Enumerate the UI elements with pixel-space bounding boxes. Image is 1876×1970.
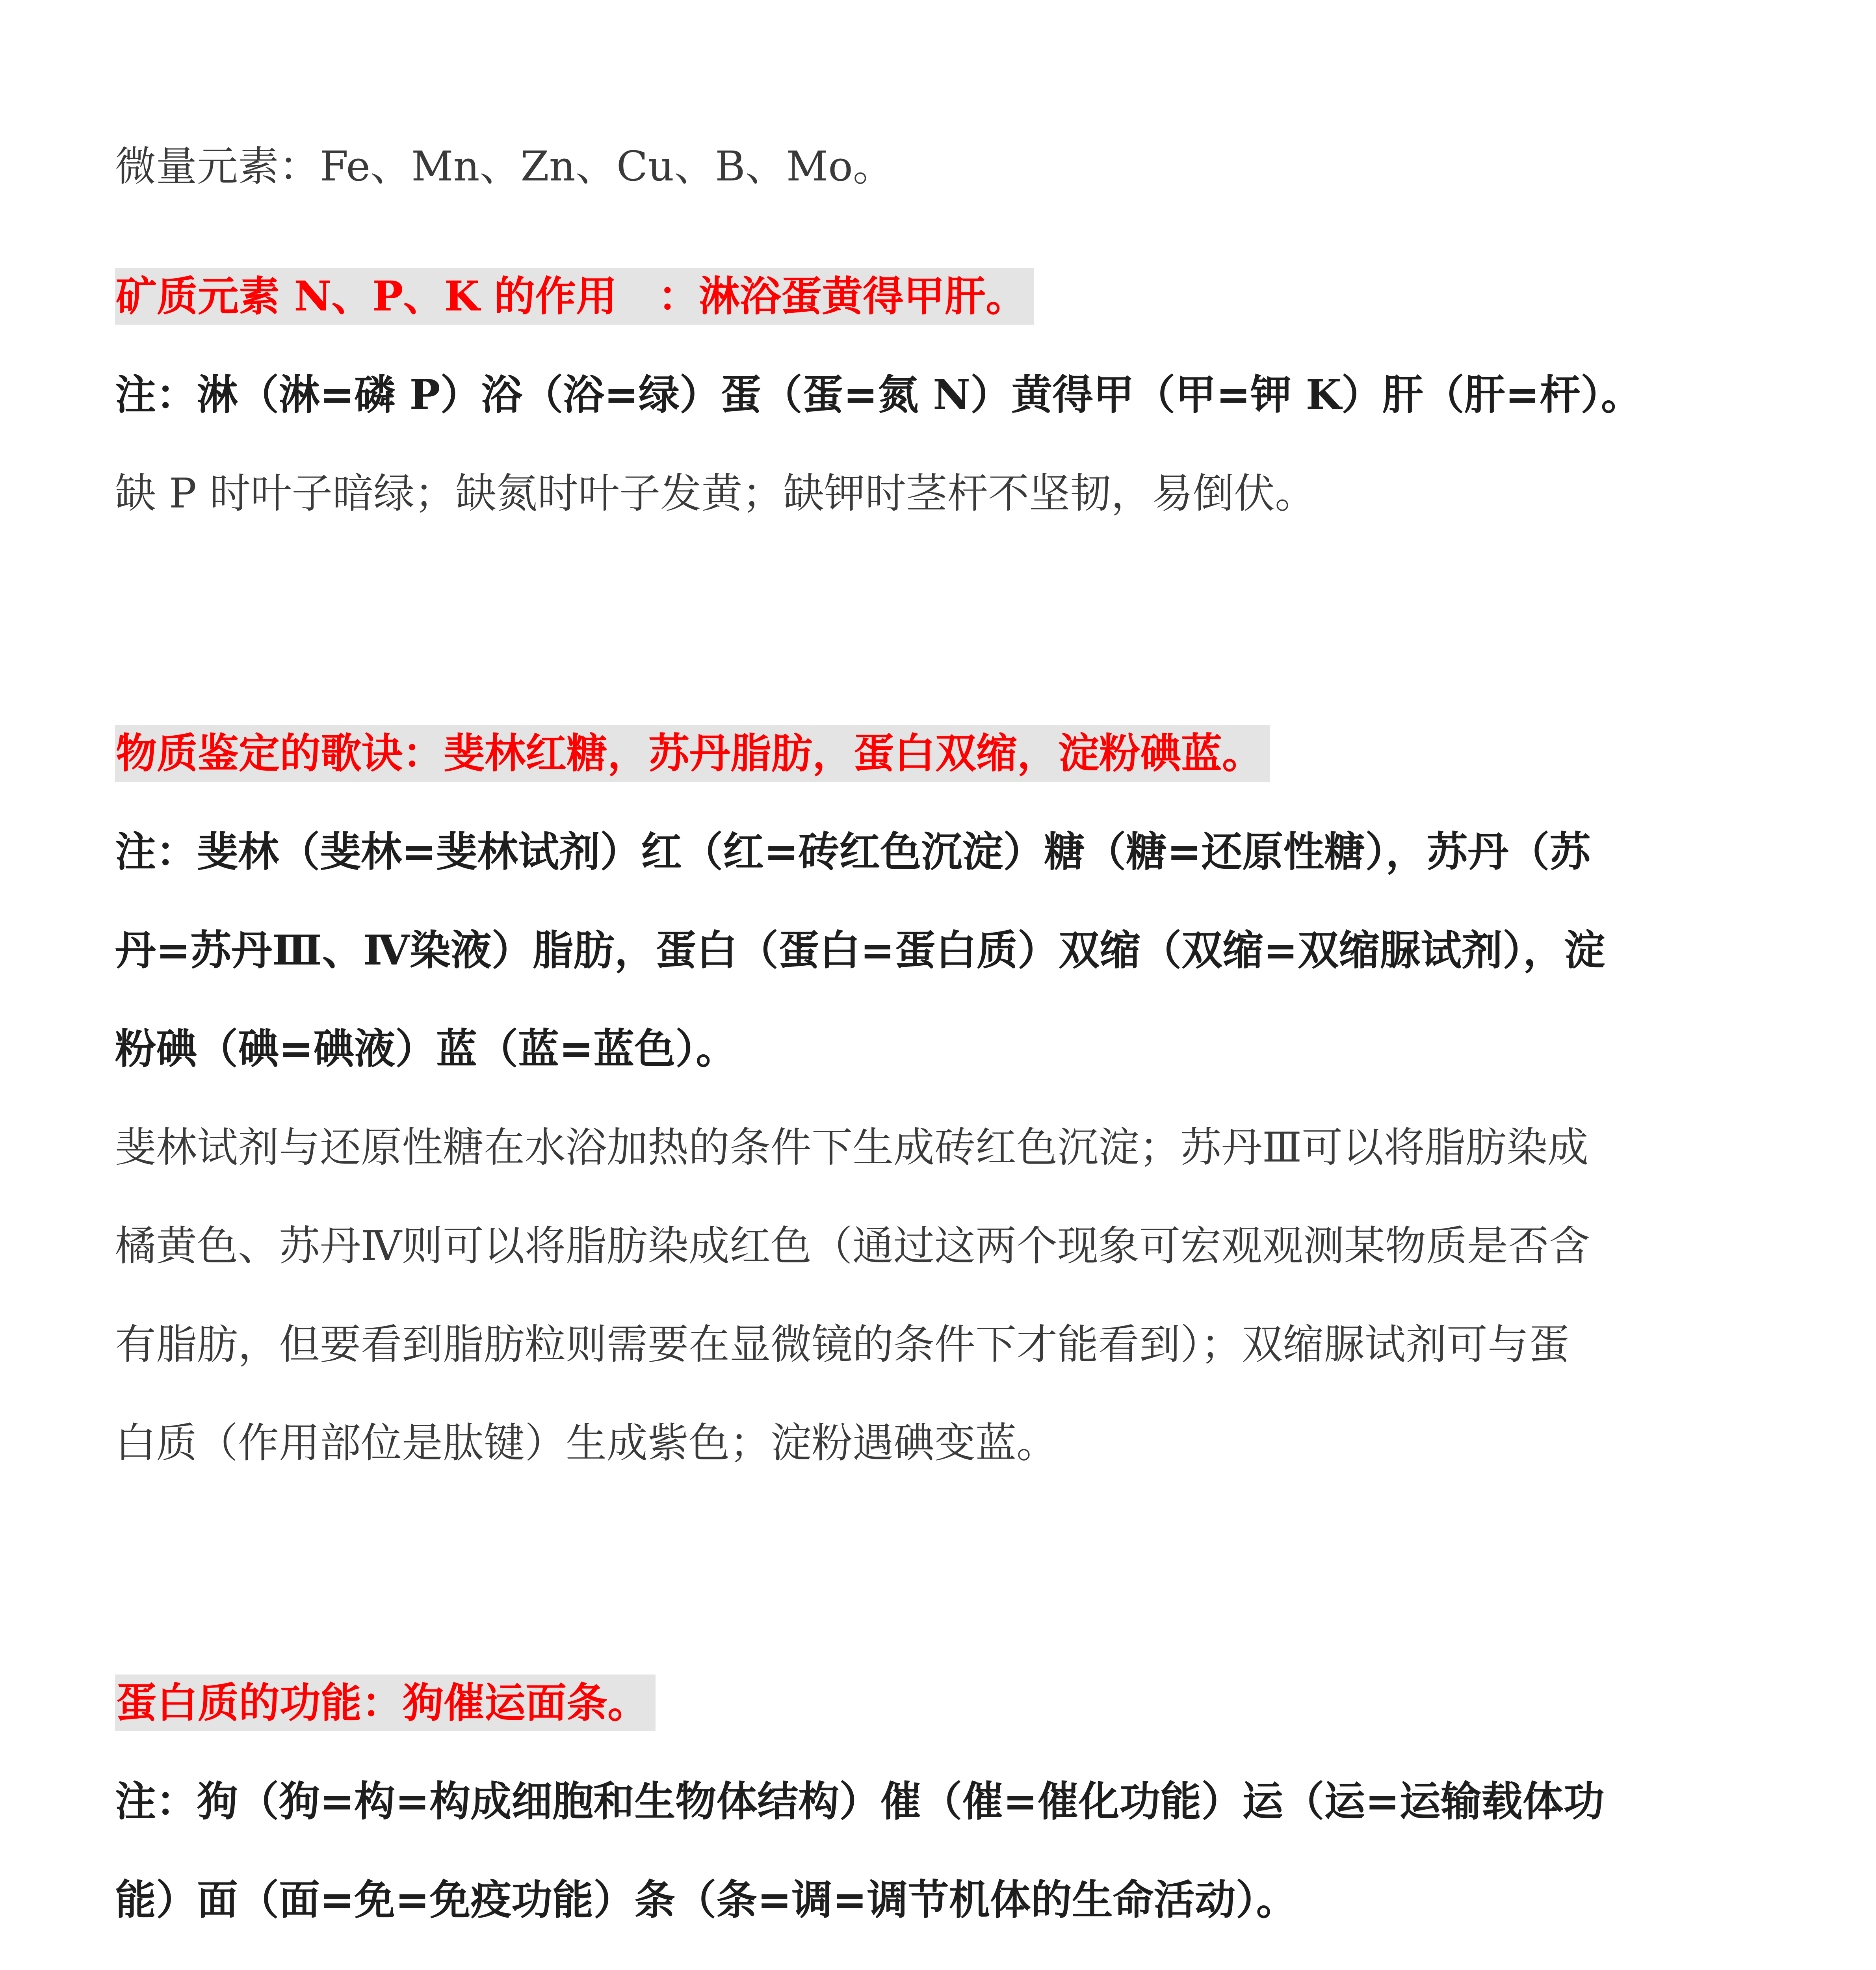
note-npk: 注：淋（淋=磷 P）浴（浴=绿）蛋（蛋=氮 N）黄得甲（甲=钾 K）肝（肝=杆）。 [115,370,1642,419]
note-identification-3: 粉碘（碘=碘液）蓝（蓝=蓝色）。 [115,1024,737,1073]
micro-elements-line: 微量元素：Fe、Mn、Zn、Cu、B、Mo。 [115,142,894,190]
heading-npk [115,268,1034,325]
note-identification-2: 丹=苏丹Ⅲ、Ⅳ染液）脂肪，蛋白（蛋白=蛋白质）双缩（双缩=双缩脲试剂），淀 [115,926,1605,974]
heading-highlight: 矿质元素 N、P、K 的作用 ：淋浴蛋黄得甲肝。 [115,268,1034,325]
heading-highlight: 蛋白质的功能：狗催运面条。 [115,1674,656,1731]
deficiency-line: 缺 P 时叶子暗绿；缺氮时叶子发黄；缺钾时茎杆不坚韧，易倒伏。 [115,469,1316,517]
note-protein-1: 注：狗（狗=构=构成细胞和生物体结构）催（催=催化功能）运（运=运输载体功 [115,1777,1605,1825]
explain-identification-4: 白质（作用部位是肽键）生成紫色；淀粉遇碘变蓝。 [115,1419,1058,1467]
heading-protein-function [115,1674,656,1731]
explain-identification-3: 有脂肪，但要看到脂肪粒则需要在显微镜的条件下才能看到）；双缩脲试剂可与蛋 [115,1320,1570,1368]
note-protein-2: 能）面（面=免=免疫功能）条（条=调=调节机体的生命活动）。 [115,1875,1297,1924]
heading-identification [115,725,1270,782]
heading-highlight: 物质鉴定的歌诀：斐林红糖，苏丹脂肪，蛋白双缩，淀粉碘蓝。 [115,725,1270,782]
explain-identification-2: 橘黄色、苏丹Ⅳ则可以将脂肪染成红色（通过这两个现象可宏观观测某物质是否含 [115,1222,1590,1270]
explain-identification-1: 斐林试剂与还原性糖在水浴加热的条件下生成砖红色沉淀；苏丹Ⅲ可以将脂肪染成 [115,1123,1589,1171]
note-identification-1: 注：斐林（斐林=斐林试剂）红（红=砖红色沉淀）糖（糖=还原性糖），苏丹（苏 [115,827,1591,876]
